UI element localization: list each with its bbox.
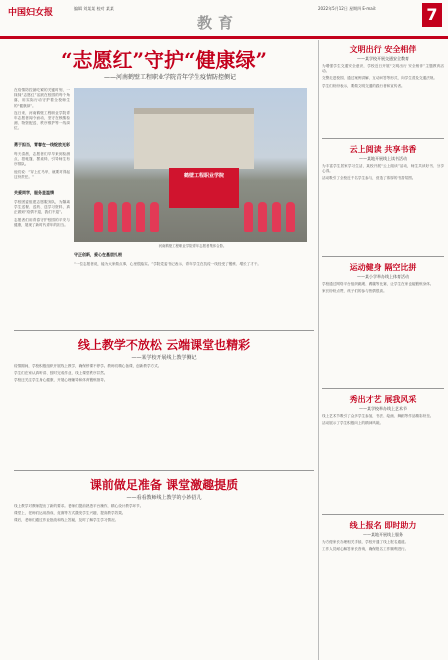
- story-2-body: [14, 364, 314, 386]
- divider: [322, 514, 444, 515]
- person-shape: [244, 202, 253, 232]
- paragraph: 学校团委组建志愿服务队，为隔离学生送餐、送药、送学习资料，真正做到“疫情不退，我们不退”。: [14, 200, 70, 215]
- paragraph: 活动展示了学生积极向上的精神风貌。: [322, 421, 384, 426]
- person-shape: [258, 202, 267, 232]
- side-story-4-title: 秀出才艺 展我风采: [349, 394, 417, 404]
- building-shape: [134, 108, 254, 169]
- paragraph: 学生们在家认真听讲、按时完成作业，线上课堂秩序井然。: [14, 371, 108, 376]
- masthead: [0, 0, 448, 39]
- lead-column-1c: [14, 200, 70, 230]
- paragraph: 为增强学生交通安全意识，学校近日开展“文明出行 安全相伴”主题教育活动。: [322, 64, 444, 74]
- story-3-headline: 课前做足准备 课堂激趣提质: [89, 478, 239, 492]
- side-story-5-title: 线上报名 即时助力: [349, 520, 417, 530]
- divider: [322, 388, 444, 389]
- side-story-5-subtitle: ——某地开展线上服务: [363, 532, 403, 537]
- paragraph: 活动吸引了全校近千名学生参与，营造了浓厚的书香氛围。: [322, 176, 416, 181]
- story-2-subheadline: ——某学校开展线上教学侧记: [131, 355, 197, 361]
- paragraph: 为丰富学生居家学习生活，某校开展“云上阅读”活动，师生共读好书、分享心得。: [322, 164, 444, 174]
- person-shape: [136, 202, 145, 232]
- story-3-body: [14, 504, 314, 526]
- side-story-2-subtitle: ——某地开展线上读书活动: [359, 156, 407, 161]
- paragraph: 他们说：“穿上红马甲，就要对得起这份责任。”: [14, 169, 70, 179]
- volunteer-group-photo: [74, 88, 307, 242]
- paragraph: 在疫情防控最吃紧的关键时刻，一抹抹“志愿红”活跃在校园的每个角落，用实际行动守护着全校师生的“健康绿”。: [14, 88, 70, 108]
- paragraph: 课后，老师们通过作业批改和线上答疑，及时了解学生学习情况。: [14, 518, 119, 523]
- paragraph: 课堂上，老师们运用游戏、竞赛等方式激发学生兴趣，提高教学效果。: [14, 511, 126, 516]
- person-shape: [286, 202, 295, 232]
- paper-name: 中国妇女报: [8, 8, 54, 18]
- paragraph: 学生们纷纷表示，要做文明交通的践行者和宣传者。: [322, 83, 405, 88]
- paragraph: 工作人员耐心解答家长咨询，确保报名工作顺利进行。: [322, 547, 409, 552]
- paragraph: 学校还关注学生身心健康，开展心理辅导和体育锻炼指导。: [14, 378, 108, 383]
- side-story-1-body: [322, 64, 444, 91]
- section-title: 教育: [197, 14, 240, 32]
- lead-subhead-3: 守正创新，爱心在基层扎根: [74, 252, 122, 257]
- paragraph: 连日来，河南鹤壁工程职业学院青年志愿者闻令而动，坚守在核酸检测、物资配送、秩序维护等一线岗位。: [14, 110, 70, 131]
- divider: [322, 138, 444, 139]
- page-number: 7: [422, 3, 442, 27]
- side-story-2-title: 云上阅读 共享书香: [349, 144, 417, 154]
- person-shape: [150, 202, 159, 232]
- person-shape: [122, 202, 131, 232]
- paragraph: 线上教学对教师提出了新的要求。老师们提前熟悉平台操作，精心设计教学环节。: [14, 504, 144, 508]
- lead-column-1b: [14, 152, 70, 182]
- column-divider: [318, 40, 319, 660]
- side-story-3-subtitle: ——某小学举办线上体育活动: [357, 274, 409, 279]
- divider: [14, 330, 314, 331]
- side-story-5-body: [322, 540, 444, 554]
- divider: [14, 470, 314, 471]
- story-2-headline: 线上教学不放松 云端课堂也精彩: [77, 338, 251, 352]
- paragraph: 学校通过网络平台组织跳绳、踢毽等比赛，让学生在家也能锻炼身体。: [322, 282, 434, 286]
- editors-line: 编辑 刘某某 校对 某某: [74, 6, 114, 11]
- story-3-subheadline: ——看看教师线上教学的小妙招儿: [126, 495, 202, 501]
- side-story-4-subtitle: ——某学校举办线上艺术节: [359, 406, 407, 411]
- lead-subheadline: ——河南鹤壁工程职业学院青年学生疫情防控侧记: [103, 74, 236, 81]
- paragraph: 疫情期间，学校积极组织开展线上教学，确保停课不停学。教师们精心备课，创新教学方式。: [14, 364, 162, 368]
- side-story-3-title: 运动健身 隔空比拼: [349, 262, 417, 272]
- lead-subhead-1: 勇于担当，青春在一线绽放光彩: [14, 142, 70, 147]
- paragraph: 家长纷纷点赞，孩子们的参与热情很高。: [322, 289, 387, 294]
- paragraph: 线上艺术节吸引了众多学生参加，书法、绘画、舞蹈等作品精彩纷呈。: [322, 414, 434, 418]
- person-shape: [94, 202, 103, 232]
- paragraph: 志愿者们用青春守护校园的平安与健康，展现了新时代青年的担当。: [14, 217, 70, 227]
- paragraph: 交警走进校园，通过案例讲解、互动问答等形式，向学生普及交通法规。: [322, 76, 437, 81]
- side-story-1-title: 文明出行 安全相伴: [349, 44, 417, 54]
- paragraph: “一位志愿者说，能为大家做点事，心里很踏实。”学院党委书记表示，青年学生在抗疫一线经受了锻炼、增长了才干。: [74, 262, 262, 266]
- side-story-3-body: [322, 282, 444, 296]
- lead-subhead-2: 关爱同学，服务显温情: [14, 190, 54, 195]
- paragraph: 为方便家长办理相关手续，学校开通了线上报名通道。: [322, 540, 409, 544]
- photo-banner: 鹤壁工程职业学院: [169, 168, 239, 208]
- divider: [322, 256, 444, 257]
- person-shape: [108, 202, 117, 232]
- paragraph: 每天清晨，志愿者们早早来到检测点，搭帐篷、摆桌椅、引导师生有序排队。: [14, 152, 70, 167]
- lead-headline: “志愿红”守护“健康绿”: [60, 48, 267, 72]
- lead-column-bottom: [74, 262, 307, 269]
- photo-caption: 河南鹤壁工程职业学院青年志愿者集体合影。: [158, 244, 227, 248]
- side-story-2-body: [322, 164, 444, 184]
- lead-column-1: [14, 88, 70, 134]
- side-story-4-body: [322, 414, 444, 428]
- side-story-1-subtitle: ——某学校开展交通安全教育: [357, 56, 409, 61]
- date-line: 2022年5月12日 星期四 E-mail:: [318, 6, 377, 11]
- person-shape: [272, 202, 281, 232]
